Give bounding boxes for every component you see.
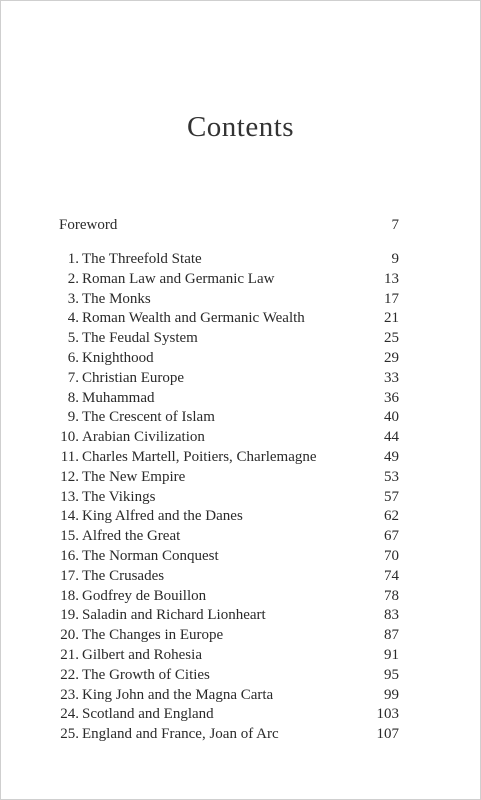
chapter-number: 24. — [60, 706, 79, 723]
chapter-number: 16. — [60, 547, 79, 564]
chapter-page-number: 9 — [391, 251, 399, 267]
chapter-title: The Crusades — [82, 567, 165, 584]
chapter-page-number: 62 — [384, 508, 399, 525]
foreword-entry[interactable] — [59, 215, 399, 235]
chapter-title: Muhammad — [82, 389, 155, 406]
chapter-number: 6. — [67, 349, 79, 366]
chapter-number: 15. — [60, 528, 79, 545]
chapter-title: Godfrey de Bouillon — [82, 587, 207, 604]
chapter-entry[interactable] — [59, 349, 399, 369]
chapter-page-number: 49 — [384, 448, 399, 465]
chapter-title: Knighthood — [82, 349, 154, 366]
chapter-entry[interactable] — [59, 666, 399, 686]
chapter-entry[interactable] — [59, 488, 399, 508]
chapter-number: 22. — [60, 666, 79, 683]
chapter-entry[interactable] — [59, 389, 399, 409]
chapter-entry[interactable] — [59, 587, 399, 607]
chapter-number: 20. — [60, 627, 79, 644]
chapter-number: 25. — [60, 726, 79, 743]
chapter-entry[interactable] — [59, 507, 399, 527]
chapter-title: King John and the Magna Carta — [82, 686, 274, 703]
chapter-page-number: 36 — [384, 389, 399, 406]
chapter-number: 11. — [60, 448, 79, 465]
chapter-page-number: 78 — [384, 587, 399, 604]
chapter-number: 4. — [67, 310, 79, 327]
chapter-page-number: 107 — [376, 726, 399, 743]
chapter-entry[interactable] — [59, 606, 399, 626]
chapter-entry[interactable] — [59, 329, 399, 349]
chapter-entry[interactable] — [59, 686, 399, 706]
chapter-entry[interactable] — [59, 468, 399, 488]
chapter-number: 7. — [67, 369, 79, 386]
chapter-page-number: 74 — [384, 567, 399, 584]
chapter-title: The Threefold State — [82, 251, 202, 267]
chapter-number: 3. — [67, 290, 79, 307]
chapter-entry[interactable] — [59, 527, 399, 547]
page-title: Contents — [186, 111, 295, 143]
chapter-page-number: 103 — [376, 706, 399, 723]
chapter-title: Christian Europe — [82, 369, 185, 386]
chapter-title: The Monks — [82, 290, 151, 307]
chapter-number: 9. — [67, 409, 79, 426]
chapter-entry[interactable] — [59, 567, 399, 587]
chapter-number: 8. — [67, 389, 79, 406]
chapter-number: 21. — [60, 646, 79, 663]
chapter-title: King Alfred and the Danes — [82, 508, 243, 525]
chapter-page-number: 87 — [384, 627, 399, 644]
chapter-page-number: 17 — [384, 290, 399, 307]
chapter-title: Alfred the Great — [82, 528, 181, 545]
chapter-entry[interactable] — [59, 270, 399, 290]
chapter-number: 14. — [60, 508, 79, 525]
chapter-number: 10. — [60, 429, 79, 446]
chapter-title: Arabian Civilization — [82, 429, 205, 446]
foreword-label: Foreword — [59, 217, 118, 233]
chapter-title: Saladin and Richard Lionheart — [82, 607, 266, 624]
chapter-entry[interactable] — [59, 408, 399, 428]
chapter-page-number: 33 — [384, 369, 399, 386]
chapter-page-number: 29 — [384, 349, 399, 366]
chapter-page-number: 21 — [384, 310, 399, 327]
chapter-page-number: 25 — [384, 330, 399, 347]
chapter-list — [59, 250, 399, 745]
chapter-entry[interactable] — [59, 725, 399, 745]
chapter-title: The Crescent of Islam — [82, 409, 215, 426]
chapter-entry[interactable] — [59, 448, 399, 468]
chapter-title: The Norman Conquest — [82, 547, 219, 564]
chapter-title: Scotland and England — [82, 706, 214, 723]
chapter-entry[interactable] — [59, 626, 399, 646]
chapter-entry[interactable] — [59, 290, 399, 310]
chapter-number: 17. — [60, 567, 79, 584]
chapter-entry[interactable] — [59, 646, 399, 666]
chapter-page-number: 91 — [384, 646, 399, 663]
chapter-number: 19. — [60, 607, 79, 624]
chapter-entry[interactable] — [59, 547, 399, 567]
chapter-title: The Changes in Europe — [82, 627, 224, 644]
chapter-page-number: 53 — [384, 468, 399, 485]
chapter-number: 18. — [60, 587, 79, 604]
chapter-title: The Feudal System — [82, 330, 198, 347]
chapter-number: 2. — [67, 270, 79, 287]
chapter-title: Charles Martell, Poitiers, Charlemagne — [82, 448, 317, 465]
chapter-number: 23. — [60, 686, 79, 703]
chapter-page-number: 67 — [384, 528, 399, 545]
chapter-title: England and France, Joan of Arc — [82, 726, 279, 743]
chapter-page-number: 99 — [384, 686, 399, 703]
chapter-title: Roman Law and Germanic Law — [82, 270, 275, 287]
chapter-number: 13. — [60, 488, 79, 505]
chapter-page-number: 95 — [384, 666, 399, 683]
chapter-number: 5. — [67, 330, 79, 347]
chapter-title: Roman Wealth and Germanic Wealth — [82, 310, 305, 327]
chapter-title: The New Empire — [82, 468, 186, 485]
chapter-entry[interactable] — [59, 428, 399, 448]
chapter-page-number: 44 — [384, 429, 399, 446]
chapter-number: 12. — [60, 468, 79, 485]
chapter-page-number: 83 — [384, 607, 399, 624]
chapter-title: Gilbert and Rohesia — [82, 646, 202, 663]
chapter-page-number: 70 — [384, 547, 399, 564]
chapter-page-number: 13 — [384, 270, 399, 287]
chapter-page-number: 57 — [384, 488, 399, 505]
chapter-title: The Growth of Cities — [82, 666, 210, 683]
chapter-title: The Vikings — [82, 488, 156, 505]
chapter-entry[interactable] — [59, 309, 399, 329]
chapter-number: 1. — [67, 251, 79, 267]
chapter-entry[interactable] — [59, 250, 399, 270]
chapter-entry[interactable] — [59, 369, 399, 389]
foreword-page-number: 7 — [391, 217, 399, 233]
chapter-entry[interactable] — [59, 705, 399, 725]
chapter-page-number: 40 — [384, 409, 399, 426]
